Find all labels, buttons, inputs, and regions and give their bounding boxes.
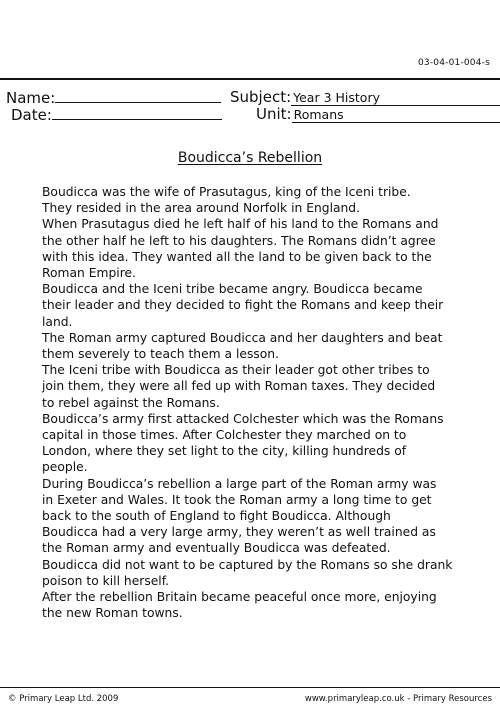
passage-line: They resided in the area around Norfolk in England. xyxy=(42,201,361,216)
passage-line: the Roman army and eventually Boudicca was defeated. xyxy=(42,541,391,556)
date-label: Date: xyxy=(11,106,52,124)
passage-line: with this idea. They wanted all the land to be given back to the xyxy=(42,249,432,264)
passage-line: them severely to teach them a lesson. xyxy=(42,347,280,362)
passage-line: Roman Empire. xyxy=(42,266,136,281)
date-field xyxy=(11,105,222,124)
header-divider xyxy=(0,78,500,80)
passage-line: to rebel against the Romans. xyxy=(42,395,220,410)
passage-line: poison to kill herself. xyxy=(42,573,170,588)
copyright-text: © Primary Leap Ltd. 2009 xyxy=(8,694,119,704)
subject-value: Year 3 History xyxy=(291,91,500,106)
passage-line: Boudicca and the Iceni tribe became angry. Boudicca became xyxy=(42,282,423,297)
passage-line: London, where they set light to the city, killing hundreds of xyxy=(42,444,407,459)
passage-line: back to the south of England to fight Boudicca. Although xyxy=(42,509,391,524)
passage-line: After the rebellion Britain became peaceful once more, enjoying xyxy=(42,590,437,605)
passage-line: Boudicca’s army first attacked Colchester which was the Romans xyxy=(42,411,444,426)
passage-line: in Exeter and Wales. It took the Roman army a long time to get xyxy=(42,492,432,507)
passage-line: The Iceni tribe with Boudicca as their leader got other tribes to xyxy=(42,363,430,378)
unit-label: Unit: xyxy=(256,105,292,123)
worksheet-code: 03-04-01-004-s xyxy=(417,58,490,68)
passage-line: During Boudicca’s rebellion a large part of the Roman army was xyxy=(42,476,437,491)
passage-line: the other half he left to his daughters. The Romans didn’t agree xyxy=(42,233,436,248)
passage-line: Boudicca had a very large army, they weren’t as well trained as xyxy=(42,525,436,540)
reading-passage xyxy=(42,184,472,621)
passage-line: Boudicca did not want to be captured by the Romans so she drank xyxy=(42,557,453,572)
passage-line: Boudicca was the wife of Prasutagus, king of the Iceni tribe. xyxy=(42,185,411,199)
passage-line: land. xyxy=(42,314,73,329)
date-blank-line[interactable] xyxy=(52,105,222,120)
passage-line: their leader and they decided to fight the Romans and keep their xyxy=(42,298,444,313)
passage-line: capital in those times. After Colchester they marched on to xyxy=(42,428,407,443)
passage-line: When Prasutagus died he left half of his land to the Romans and xyxy=(42,217,439,232)
passage-line: the new Roman towns. xyxy=(42,606,183,621)
name-blank-line[interactable] xyxy=(55,88,221,103)
unit-field xyxy=(256,105,500,123)
passage-line: join them, they were all fed up with Roman taxes. They decided xyxy=(42,379,436,394)
passage-line: The Roman army captured Boudicca and her daughters and beat xyxy=(42,330,443,345)
name-label: Name: xyxy=(6,89,56,107)
footer-divider xyxy=(0,687,500,688)
page-title: Boudicca’s Rebellion xyxy=(177,150,323,166)
unit-value: Romans xyxy=(292,108,500,123)
subject-field xyxy=(230,88,500,106)
subject-label: Subject: xyxy=(230,88,292,106)
passage-line: people. xyxy=(42,460,88,475)
footer-website-link[interactable]: www.primaryleap.co.uk - Primary Resources xyxy=(304,694,492,704)
page-title-wrap xyxy=(0,150,500,166)
